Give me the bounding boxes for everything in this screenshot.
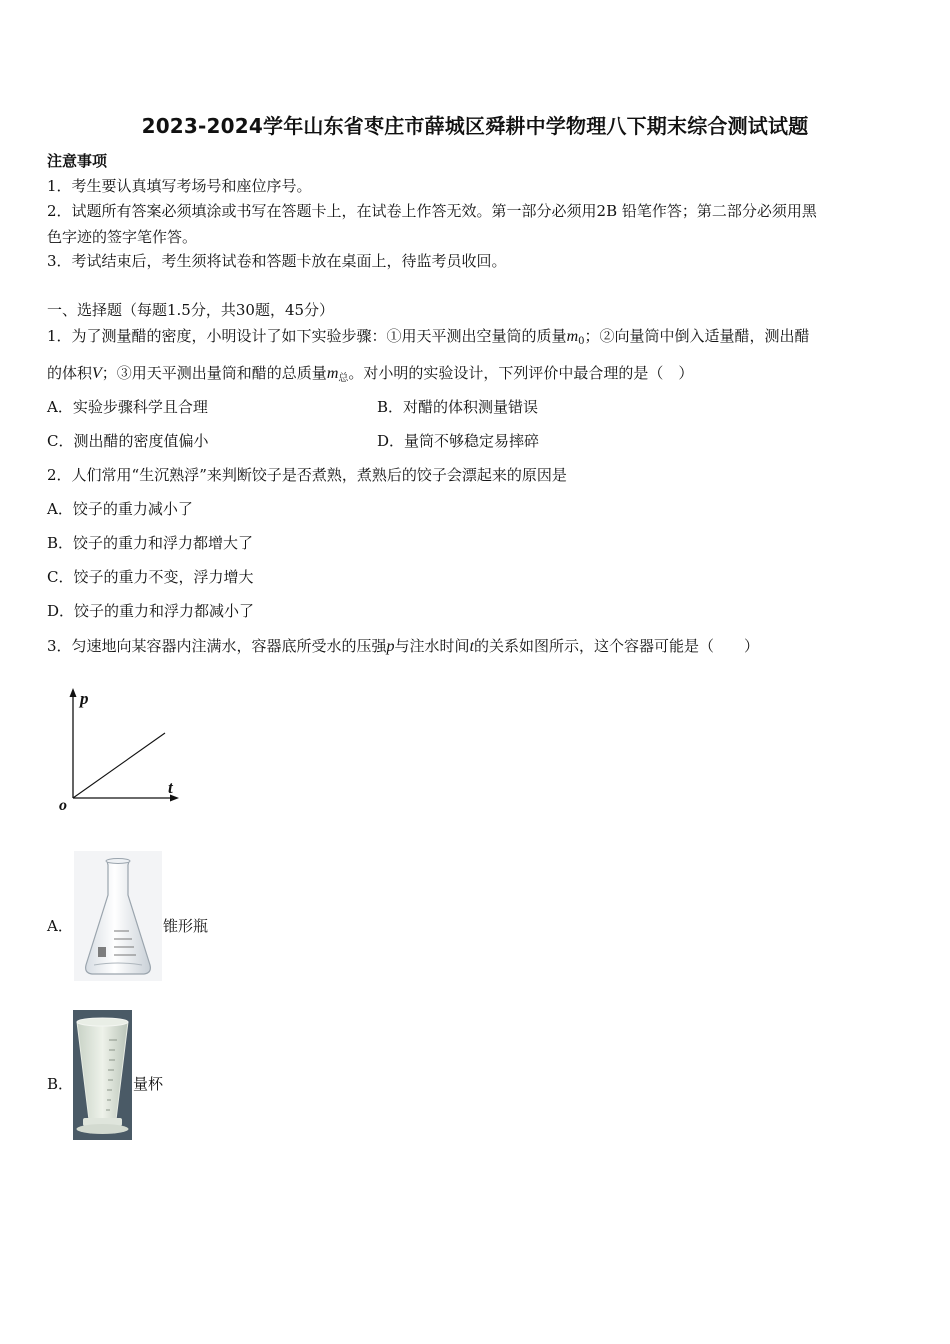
q1-text-b: ；②向量筒中倒入适量醋，测出醋 bbox=[584, 327, 810, 345]
y-axis-label: p bbox=[80, 689, 89, 708]
option-text: 测出醋的密度值偏小 bbox=[73, 432, 209, 450]
option-label: C． bbox=[47, 432, 74, 450]
q1-text-a: 1．为了测量醋的密度，小明设计了如下实验步骤：①用天平测出空量筒的质量 bbox=[47, 327, 567, 345]
q1-mtotal-var: m bbox=[326, 365, 339, 382]
q3-t-var: t bbox=[469, 638, 475, 655]
page-title: 2023-2024学年山东省枣庄市薛城区舜耕中学物理八下期末综合测试试题 bbox=[141, 114, 809, 138]
q1-mtotal-sub: 总 bbox=[338, 373, 349, 384]
option-label: A． bbox=[47, 398, 73, 416]
q2-option-d[interactable] bbox=[47, 601, 254, 621]
y-axis-arrow-icon bbox=[70, 688, 77, 697]
pressure-time-graph bbox=[55, 685, 185, 815]
notice-item-3: 3．考试结束后，考生须将试卷和答题卡放在桌面上，待监考员收回。 bbox=[47, 252, 507, 270]
q1-stem-line1 bbox=[47, 326, 810, 352]
notice-heading: 注意事项 bbox=[47, 152, 108, 170]
q3-option-b-text[interactable]: 量杯 bbox=[133, 1075, 164, 1093]
q3-option-a-text[interactable]: 锥形瓶 bbox=[163, 917, 209, 935]
q2-option-a[interactable] bbox=[47, 499, 193, 519]
option-text: 饺子的重力减小了 bbox=[72, 500, 193, 518]
flask-drawing bbox=[74, 851, 162, 981]
q3-option-a-label[interactable]: A． bbox=[47, 917, 73, 935]
q2-option-c[interactable] bbox=[47, 567, 254, 587]
option-text: 饺子的重力和浮力都减小了 bbox=[74, 602, 255, 620]
q1-option-c[interactable] bbox=[47, 431, 209, 451]
notice-item-1: 1．考生要认真填写考场号和座位序号。 bbox=[47, 177, 312, 195]
q3-text-a: 3．匀速地向某容器内注满水，容器底所受水的压强 bbox=[47, 637, 387, 655]
q1-text-d: ；③用天平测出量筒和醋的总质量 bbox=[101, 364, 327, 382]
option-text: 对醋的体积测量错误 bbox=[403, 398, 539, 416]
p-t-line bbox=[73, 733, 165, 798]
notice-item-2-cont: 色字迹的签字笔作答。 bbox=[47, 228, 198, 246]
cup-drawing bbox=[73, 1010, 132, 1140]
q2-stem: 2．人们常用“生沉熟浮”来判断饺子是否煮熟，煮熟后的饺子会漂起来的原因是 bbox=[47, 466, 567, 484]
x-axis-label: t bbox=[168, 778, 173, 797]
q1-option-d[interactable] bbox=[377, 431, 539, 451]
option-text: 饺子的重力和浮力都增大了 bbox=[73, 534, 254, 552]
q2-option-b[interactable] bbox=[47, 533, 253, 553]
option-label: C． bbox=[47, 568, 74, 586]
q1-m0-var: m bbox=[566, 328, 579, 345]
q1-option-a[interactable] bbox=[47, 397, 208, 417]
section-heading: 一、选择题（每题1.5分，共30题，45分） bbox=[47, 301, 335, 319]
q1-v-var: V bbox=[92, 365, 102, 382]
measuring-cup-image bbox=[73, 1010, 132, 1140]
q1-text-c: 的体积 bbox=[47, 364, 93, 382]
origin-label: o bbox=[59, 797, 67, 814]
q3-text-c: 的关系如图所示，这个容器可能是（ ） bbox=[474, 637, 760, 655]
q1-stem-line2 bbox=[47, 363, 693, 389]
option-text: 饺子的重力不变，浮力增大 bbox=[73, 568, 254, 586]
q1-m0-sub: 0 bbox=[578, 336, 585, 347]
option-label: B． bbox=[47, 534, 74, 552]
conical-flask-image bbox=[74, 851, 162, 981]
q3-p-var: p bbox=[386, 638, 395, 655]
option-text: 实验步骤科学且合理 bbox=[72, 398, 208, 416]
option-label: D． bbox=[47, 602, 75, 620]
option-label: B． bbox=[377, 398, 404, 416]
q1-text-e: 。对小明的实验设计，下列评价中最合理的是（ ） bbox=[348, 364, 694, 382]
q3-text-b: 与注水时间 bbox=[394, 637, 470, 655]
option-label: A． bbox=[47, 500, 73, 518]
notice-item-2: 2．试题所有答案必须填涂或书写在答题卡上，在试卷上作答无效。第一部分必须用2B 铅笔作答；第二部分必须用黑 bbox=[47, 202, 817, 220]
q3-option-b-label[interactable]: B． bbox=[47, 1075, 74, 1093]
q3-stem bbox=[47, 636, 759, 657]
option-text: 量筒不够稳定易摔碎 bbox=[404, 432, 540, 450]
q1-option-b[interactable] bbox=[377, 397, 538, 417]
option-label: D． bbox=[377, 432, 405, 450]
